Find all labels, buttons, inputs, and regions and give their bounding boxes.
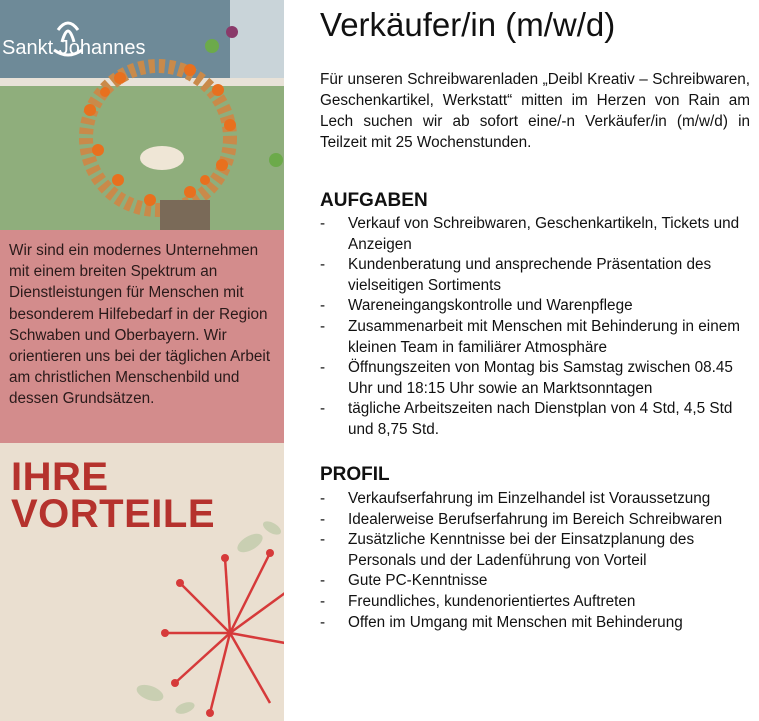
list-item: - Kundenberatung und ansprechende Präsentation des vielseitigen Sortiments [320, 256, 712, 294]
vorteile-line1: IHRE [11, 455, 109, 499]
list-item: - Verkauf von Schreibwaren, Geschenkartikeln, Tickets und Anzeigen [320, 215, 740, 253]
profil-list [320, 489, 750, 633]
intro-text: Wir sind ein modernes Unternehmen mit einem breiten Spektrum an Dienstleistungen für Menschen mit besonderem Hilfebedarf in der Region Schwaben und Oberbayern. Wir orientieren uns bei der täglichen Arbeit am christlichen Menschenbild und dessen Grundsätzen. [9, 242, 271, 408]
wreath-photo-image [0, 0, 284, 230]
shop-photo [0, 0, 284, 230]
list-item: - Idealerweise Berufserfahrung im Bereich Schreibwaren [320, 510, 723, 528]
vorteile-heading [11, 455, 216, 536]
list-item: - Freundliches, kundenorientiertes Auftreten [320, 592, 636, 610]
sign-text: Sankt Johannes [2, 37, 146, 59]
left-column [0, 0, 284, 721]
list-item: - Verkaufserfahrung im Einzelhandel ist Voraussetzung [320, 490, 711, 507]
aufgaben-list [320, 214, 750, 441]
list-item: - Zusätzliche Kenntnisse bei der Einsatzplanung des Personals und der Ladenführung von Vorteil [320, 531, 695, 569]
job-title: Verkäufer/in (m/w/d) [320, 6, 616, 43]
list-item: - Offen im Umgang mit Menschen mit Behinderung [320, 613, 683, 631]
vorteile-line2: VORTEILE [11, 492, 216, 536]
profil-heading: PROFIL [320, 464, 390, 485]
list-item: - Zusammenarbeit mit Menschen mit Behinderung in einem kleinen Team in familiärer Atmosphäre [320, 317, 740, 356]
list-item: - Öffnungszeiten von Montag bis Samstag zwischen 08.45 Uhr und 18:15 Uhr sowie an Marktsonntagen [320, 359, 733, 397]
list-item: - tägliche Arbeitszeiten nach Dienstplan von 4 Std, 4,5 Std und 8,75 Std. [320, 400, 733, 438]
intro-box [0, 230, 284, 443]
list-item: - Wareneingangskontrolle und Warenpflege [320, 297, 633, 315]
lead-paragraph: Für unseren Schreibwarenladen „Deibl Kreativ – Schreibwaren, Geschenkartikel, Werkstatt“ mitten im Herzen von Rain am Lech suchen wir ab sofort eine/-n Verkäufer/in (m/w/d) in Teilzeit mit 25 Wochenstunden. [320, 71, 750, 151]
aufgaben-heading: AUFGABEN [320, 190, 428, 211]
vorteile-panel [0, 443, 284, 721]
list-item: - Gute PC-Kenntnisse [320, 572, 488, 590]
